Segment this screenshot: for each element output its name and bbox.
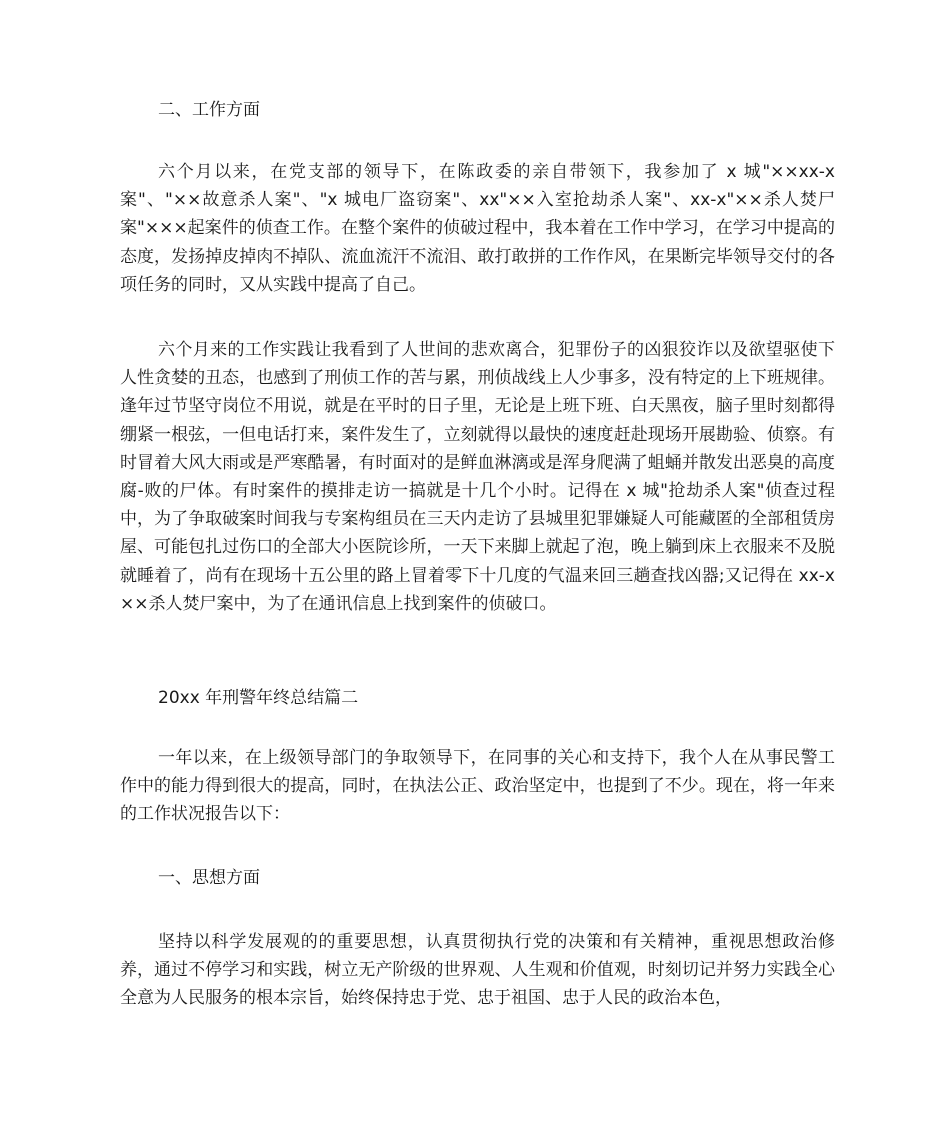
paragraph-work-2: 六个月来的工作实践让我看到了人世间的悲欢离合，犯罪份子的凶狠狡诈以及欲望驱使下人性贪婪的丑态，也感到了刑侦工作的苦与累，刑侦战线上人少事多，没有特定的上下班规律。逢年过节坚守岗位不用说，就是在平时的日子里，无论是上班下班、白天黑夜，脑子里时刻都得绷紧一根弦，一但电话打来，案件发生了，立刻就得以最快的速度赶赴现场开展勘验、侦察。有时冒着大风大雨或是严寒酷暑，有时面对的是鲜血淋漓或是浑身爬满了蛆蛹并散发出恶臭的高度腐-败的尸体。有时案件的摸排走访一搞就是十几个小时。记得在 x 城"抢劫杀人案"侦查过程中，为了争取破案时间我与专案构组员在三天内走访了县城里犯罪嫌疑人可能藏匿的全部租赁房屋、可能包扎过伤口的全部大小医院诊所，一天下来脚上就起了泡，晚上躺到床上衣服来不及脱就睡着了，尚有在现场十五公里的路上冒着零下十几度的气温来回三趟查找凶器;又记得在 xx-x××杀人焚尸案中，为了在通讯信息上找到案件的侦破口。: [120, 340, 835, 614]
section-heading-work: 二、工作方面: [158, 100, 260, 120]
section-heading-part-two: 20xx 年刑警年终总结篇二: [158, 688, 359, 708]
section-heading-thought: 一、思想方面: [158, 868, 260, 888]
paragraph-thought: 坚持以科学发展观的的重要思想，认真贯彻执行党的决策和有关精神，重视思想政治修养，通过不停学习和实践，树立无产阶级的世界观、人生观和价值观，时刻切记并努力实践全心全意为人民服务的根本宗旨，始终保持忠于党、忠于祖国、忠于人民的政治本色，: [120, 932, 835, 1009]
paragraph-work-1: 六个月以来，在党支部的领导下，在陈政委的亲自带领下，我参加了 x 城"××xx-x案"、"××故意杀人案"、"x 城电厂盗窃案"、xx"××入室抢劫杀人案"、xx-x"××杀人焚尸案"×××起案件的侦查工作。在整个案件的侦破过程中，我本着在工作中学习，在学习中提高的态度，发扬掉皮掉肉不掉队、流血流汗不流泪、敢打敢拼的工作作风，在果断完毕领导交付的各项任务的同时，又从实践中提高了自己。: [120, 162, 835, 295]
paragraph-intro: 一年以来，在上级领导部门的争取领导下，在同事的关心和支持下，我个人在从事民警工作中的能力得到很大的提高，同时，在执法公正、政治坚定中，也提到了不少。现在，将一年来的工作状况报告以下：: [120, 748, 835, 825]
